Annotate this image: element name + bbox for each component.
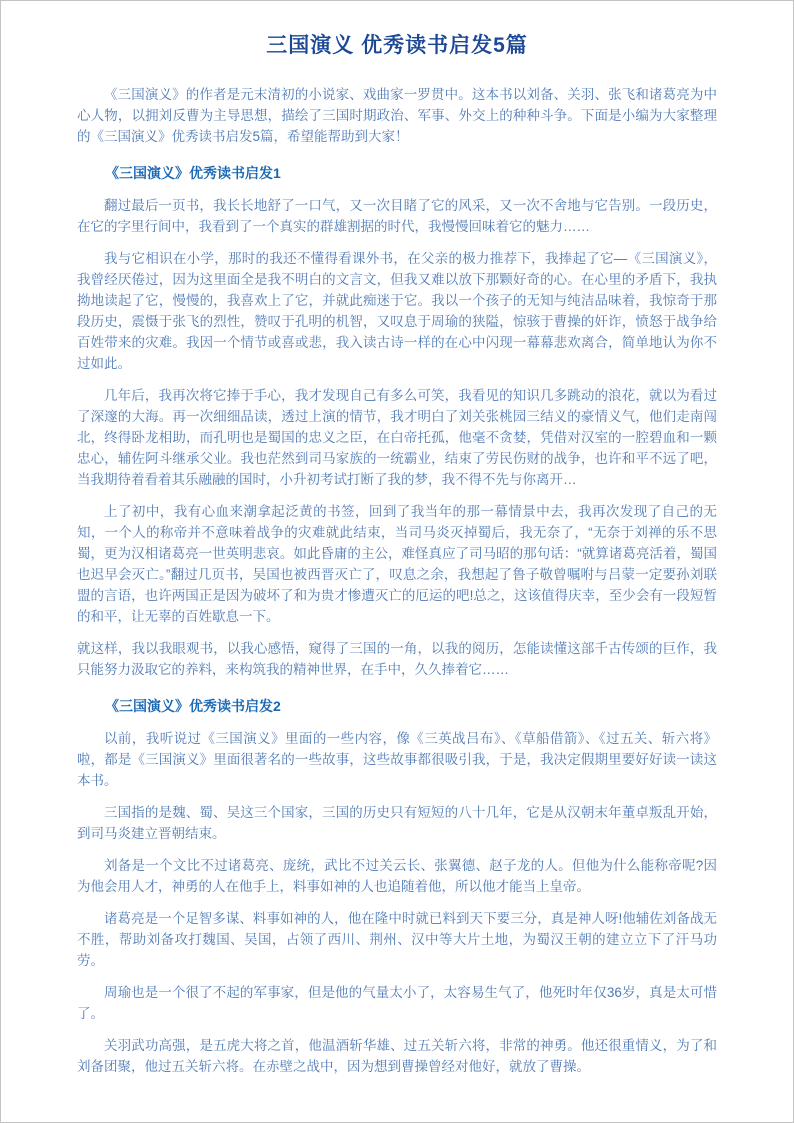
section-heading: 《三国演义》优秀读书启发2 — [105, 698, 281, 714]
paragraph: 《三国演义》的作者是元末清初的小说家、戏曲家一罗贯中。这本书以刘备、关羽、张飞和诸葛亮为中心人物，以拥刘反曹为主导思想，描绘了三国时期政治、军事、外交上的种种斗争。下面是小编为大家整理的《三国演义》优秀读书启发5篇，希望能帮助到大家！ — [77, 87, 717, 144]
paragraph: 我与它相识在小学，那时的我还不懂得看课外书，在父亲的极力推荐下，我捧起了它—《三国演义》，我曾经厌倦过，因为这里面全是我不明白的文言文，但我又难以放下那颗好奇的心。在心里的矛盾下，我执拗地读起了它，慢慢的，我喜欢上了它，并就此痴迷于它。我以一个孩子的无知与纯洁品味着，我惊奇于那段历史，震慑于张飞的烈性，赞叹于孔明的机智，又叹息于周瑜的狭隘，惊骇于曹操的奸诈，愤怒于战争给百姓带来的灾难。我因一个情节或喜或悲，我入读古诗一样的在心中闪现一幕幕悲欢离合，简单地认为你不过如此。 — [77, 251, 717, 371]
section-heading: 《三国演义》优秀读书启发1 — [105, 165, 281, 181]
paragraph: 三国指的是魏、蜀、吴这三个国家，三国的历史只有短短的八十几年，它是从汉朝末年董卓叛乱开始，到司马炎建立晋朝结束。 — [77, 805, 717, 841]
paragraph: 关羽武功高强，是五虎大将之首，他温酒斩华雄、过五关斩六将，非常的神勇。他还很重情义，为了和刘备团聚，他过五关斩六将。在赤壁之战中，因为想到曹操曾经对他好，就放了曹操。 — [77, 1038, 717, 1074]
paragraph: 几年后，我再次将它捧于手心，我才发现自己有多么可笑，我看见的知识几多跳动的浪花，就以为看过了深邃的大海。再一次细细品读，透过上演的情节，我才明白了刘关张桃园三结义的豪情义气，他们走南闯北，终得卧龙相助，而孔明也是蜀国的忠义之臣，在白帝托孤，他毫不贪婪，凭借对汉室的一腔碧血和一颗忠心，辅佐阿斗继承父业。我也茫然到司马家族的一统霸业，结束了劳民伤财的战争，也许和平不远了吧，当我期待着看着其乐融融的国时，小升初考试打断了我的梦，我不得不先与你离开… — [77, 388, 717, 487]
paragraph: 翻过最后一页书，我长长地舒了一口气，又一次目睹了它的风采，又一次不舍地与它告别。一段历史，在它的字里行间中，我看到了一个真实的群雄割据的时代，我慢慢回味着它的魅力…… — [77, 198, 717, 234]
document-body — [77, 84, 717, 1077]
paragraph: 就这样，我以我眼观书，以我心感悟，窥得了三国的一角，以我的阅历，怎能读懂这部千古传颂的巨作，我只能努力汲取它的养料，来构筑我的精神世界，在手中，久久捧着它…… — [77, 641, 717, 677]
paragraph: 周瑜也是一个很了不起的军事家，但是他的气量太小了，太容易生气了，他死时年仅36岁，真是太可惜了。 — [77, 985, 717, 1021]
paragraph: 诸葛亮是一个足智多谋、料事如神的人，他在隆中时就已料到天下要三分，真是神人呀!他辅佐刘备战无不胜，帮助刘备攻打魏国、吴国，占领了西川、荆州、汉中等大片土地，为蜀汉王朝的建立立下了汗马功劳。 — [77, 911, 717, 968]
document-title: 三国演义 优秀读书启发5篇 — [266, 34, 528, 57]
paragraph: 上了初中，我有心血来潮拿起泛黄的书签，回到了我当年的那一幕情景中去，我再次发现了自己的无知，一个人的称帝并不意味着战争的灾难就此结束，当司马炎灭掉蜀后，我无奈了，“无奈于刘禅的乐不思蜀，更为汉相诸葛亮一世英明悲哀。如此昏庸的主公，难怪真应了司马昭的那句话：“就算诸葛亮活着，蜀国也迟早会灭亡。”翻过几页书，吴国也被西晋灭亡了，叹息之余，我想起了鲁子敬曾嘱咐与吕蒙一定要孙刘联盟的言语，也许两国正是因为破坏了和为贵才惨遭灭亡的厄运的吧!总之，这该值得庆幸，至少会有一段短暂的和平，让无辜的百姓歇息一下。 — [77, 504, 717, 624]
paragraph: 刘备是一个文比不过诸葛亮、庞统，武比不过关云长、张翼德、赵子龙的人。但他为什么能称帝呢?因为他会用人才，神勇的人在他手上，料事如神的人也追随着他，所以他才能当上皇帝。 — [77, 858, 717, 894]
paragraph: 以前，我听说过《三国演义》里面的一些内容，像《三英战吕布》、《草船借箭》、《过五关、斩六将》啦，都是《三国演义》里面很著名的一些故事，这些故事都很吸引我，于是，我决定假期里要好好读一读这本书。 — [77, 731, 717, 788]
